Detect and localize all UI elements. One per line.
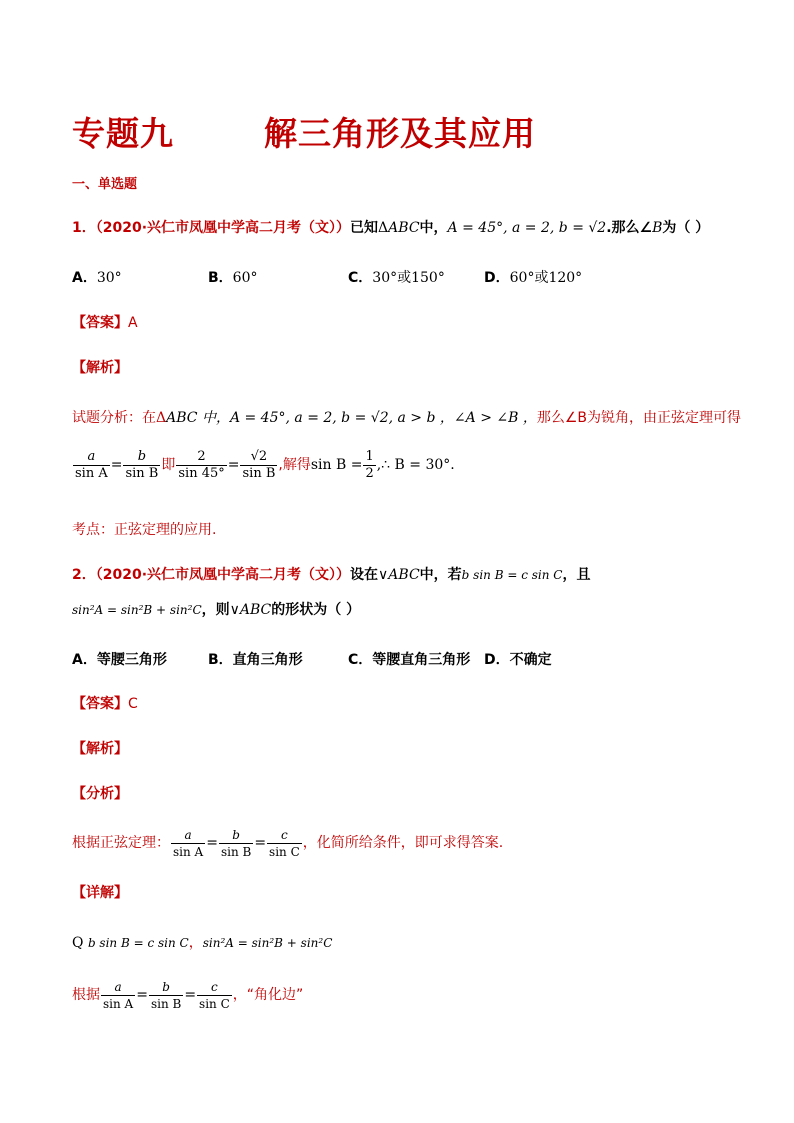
q1-option-a[interactable] [72, 268, 208, 288]
genju-rest: ，“角化边” [232, 987, 304, 1003]
q2-cond1: b sin B = c sin C [461, 568, 563, 582]
q2-genju-line: 根据 $\frac{a}{\text{sin A}}$ = $\frac{b}{\text{sin B}}$ = $\frac{c}{\text{sin C}}$ ，“角化边” [72, 979, 304, 1011]
q2-stem-d: ，则 [201, 602, 230, 618]
q1-analysis-tag: 【解析】 [72, 360, 128, 376]
q2-xiangjie-tag: 【详解】 [72, 885, 128, 901]
eq-solve: ,解得 [278, 457, 311, 473]
question-1-stem [72, 218, 709, 238]
numerator: a [171, 827, 205, 844]
denominator: sin B [220, 844, 252, 859]
numerator: b [149, 979, 183, 996]
question-2-stem [72, 565, 590, 585]
q1-option-d[interactable] [484, 268, 582, 288]
q1-equation: $\frac{a}{\text{sin A}}$ = $\frac{b}{\text{sin B}}$ 即 $\frac{2}{\sin 45^\circ}$ = $\frac{√2}{\text{sin B}}$ ,解得sin B = $\frac{1}{2}$ ,∴ B = 30°. [75, 448, 455, 481]
eq-result: ,∴ B = 30°. [376, 457, 455, 473]
option-label: A． [72, 652, 97, 668]
denominator: sin B [125, 465, 159, 481]
q2-stem-e: 的形状为（ ） [271, 602, 361, 618]
option-text: 等腰三角形 [96, 652, 167, 668]
genju-prefix: 根据 [72, 987, 100, 1003]
answer-tag: 【答案】 [72, 315, 128, 331]
denominator: sin 45° [178, 465, 225, 481]
q1-given: A = 45°, a = 2, b = √2 [447, 220, 607, 236]
option-label: C． [348, 270, 373, 286]
option-text: 60° [232, 270, 258, 286]
section-heading: 一、单选题 [72, 177, 138, 192]
numerator: 2 [176, 449, 226, 466]
option-text: 30°或150° [372, 270, 445, 286]
q2-options [72, 650, 552, 670]
denominator: sin C [199, 996, 230, 1011]
q2-option-a[interactable] [72, 650, 208, 670]
fraction [197, 979, 232, 1012]
q2-source: （2020·兴仁市凤凰中学高二月考（文）） [95, 567, 351, 583]
numerator: √2 [240, 449, 277, 466]
answer-tag: 【答案】 [72, 696, 128, 712]
option-label: D． [484, 652, 510, 668]
q1-option-c[interactable] [348, 268, 484, 288]
question-2-stem-line2 [72, 600, 360, 620]
q1-option-b[interactable] [208, 268, 348, 288]
denominator: 2 [365, 465, 374, 481]
q1-stem-a: 已知 [350, 220, 379, 236]
q2-option-c[interactable] [348, 650, 484, 670]
q1-angle: B [652, 220, 663, 236]
analysis-triangle-symbol: Δ [156, 410, 167, 426]
q2-analysis-tag: 【解析】 [72, 741, 128, 757]
q2-stem-b: 中，若 [419, 567, 462, 583]
q2-number: 2． [72, 567, 96, 583]
fraction [240, 449, 277, 482]
option-text: 不确定 [509, 652, 552, 668]
option-text: 直角三角形 [232, 652, 303, 668]
q1-stem-c: .那么∠ [606, 220, 653, 236]
q1-analysis-text [72, 408, 741, 428]
option-text: 等腰直角三角形 [372, 652, 471, 668]
q1-triangle: ABC [388, 220, 420, 236]
fraction [149, 979, 183, 1012]
numerator: a [101, 979, 135, 996]
detail-q: Q [72, 935, 84, 951]
option-text: 30° [96, 270, 122, 286]
numerator: b [123, 449, 160, 466]
detail-cond2: sin²A = sin²B + sin²C [202, 936, 333, 950]
eq-mid: 即 [161, 457, 176, 473]
q2-triangle: ∨ABC [378, 567, 420, 583]
denominator: sin B [242, 465, 276, 481]
fenxi-prefix: 根据正弦定理： [72, 835, 170, 851]
q1-source: （2020·兴仁市凤凰中学高二月考（文）） [95, 220, 351, 236]
analysis-rest: 那么∠B为锐角，由正弦定理可得 [536, 410, 741, 426]
detail-cond: b sin B = c sin C [87, 936, 189, 950]
q1-stem-d: 为（ ） [662, 220, 710, 236]
numerator: 1 [365, 448, 374, 464]
option-label: B． [208, 270, 233, 286]
option-label: A． [72, 270, 97, 286]
eq-sinb: sin B = [310, 457, 363, 473]
q2-triangle-2: ∨ABC [229, 602, 272, 618]
fraction [171, 827, 205, 860]
denominator: sin C [269, 844, 300, 859]
option-label: D． [484, 270, 510, 286]
denominator: sin A [173, 844, 204, 859]
denominator: sin A [103, 996, 134, 1011]
q2-detail-line [72, 933, 332, 953]
numerator: c [267, 827, 302, 844]
q2-option-b[interactable] [208, 650, 348, 670]
q1-number: 1． [72, 220, 96, 236]
fraction [267, 827, 302, 860]
q2-answer [72, 694, 138, 714]
fraction [176, 449, 226, 482]
fenxi-rest: ，化简所给条件，即可求得答案. [302, 835, 504, 851]
q1-answer [72, 313, 138, 333]
analysis-prefix: 试题分析：在 [72, 410, 156, 426]
detail-sep: ， [188, 935, 203, 951]
fraction [363, 449, 375, 482]
answer-value: C [128, 696, 138, 712]
denominator: sin A [75, 465, 108, 481]
title-main: 解三角形及其应用 [264, 114, 536, 153]
q1-triangle-symbol: Δ [378, 220, 389, 236]
q2-fenxi-tag: 【分析】 [72, 786, 128, 802]
answer-value: A [128, 315, 138, 331]
q2-option-d[interactable] [484, 650, 552, 670]
numerator: c [197, 979, 232, 996]
title-prefix: 专题九 [72, 114, 174, 153]
q2-stem-a: 设在 [350, 567, 379, 583]
fraction [123, 449, 160, 482]
fraction [219, 827, 253, 860]
numerator: a [73, 449, 110, 466]
q1-stem-b: 中， [419, 220, 448, 236]
q2-stem-c: ，且 [562, 567, 591, 583]
option-label: C． [348, 652, 373, 668]
document-title [72, 108, 536, 155]
option-label: B． [208, 652, 233, 668]
numerator: b [219, 827, 253, 844]
q2-cond2: sin²A = sin²B + sin²C [72, 603, 202, 617]
denominator: sin B [150, 996, 182, 1011]
q1-options [72, 268, 582, 288]
q2-fenxi-text: 根据正弦定理： $\frac{a}{\text{sin A}}$ = $\frac{b}{\text{sin B}}$ = $\frac{c}{\text{sin C}}$ ，化简所给条件，即可求得答案. [72, 827, 504, 859]
q1-kaodian: 考点：正弦定理的应用. [72, 522, 217, 538]
fraction [101, 979, 135, 1012]
option-text: 60°或120° [509, 270, 583, 286]
analysis-condition: ABC 中，A = 45°, a = 2, b = √2, a > b ，∠A > ∠B ， [166, 410, 537, 426]
fraction [73, 449, 110, 482]
